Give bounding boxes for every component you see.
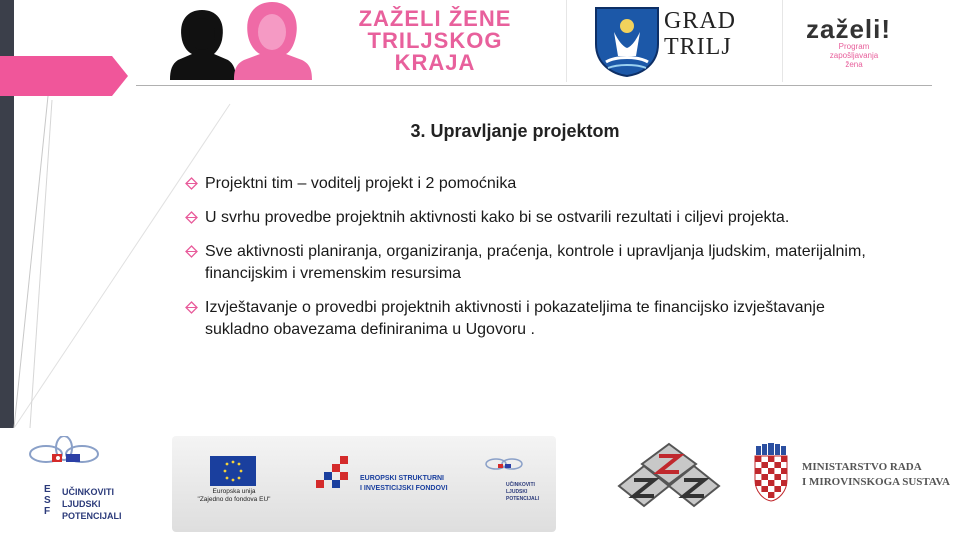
ulj-small-text bbox=[506, 482, 556, 503]
program-logo: zaželi! bbox=[806, 14, 892, 44]
city-name-line-2: TRILJ bbox=[664, 34, 732, 60]
pink-arrow-shape bbox=[0, 56, 128, 96]
campaign-title-line-1: ZAŽELI ŽENE bbox=[358, 6, 512, 31]
diamond-bullet-icon bbox=[185, 177, 198, 190]
hzz-logo-icon bbox=[614, 442, 724, 508]
bullet-text: Izvještavanje o provedbi projektnih aktivnosti i pokazateljima te financijsko izvještavanje sukladno obavezama definiranima u Ugovoru . bbox=[205, 299, 825, 338]
program-caption-line-3: žena bbox=[845, 60, 863, 69]
slide-title: 3. Upravljanje projektom bbox=[410, 121, 620, 141]
eu-text-line: Europska unija bbox=[212, 488, 256, 495]
ulj-small-flower-logo bbox=[484, 452, 524, 482]
program-caption-line-1: Program bbox=[838, 42, 870, 51]
city-name-logo bbox=[664, 8, 754, 60]
women-silhouettes-logo bbox=[168, 0, 328, 82]
esf-letter: S bbox=[44, 495, 51, 506]
campaign-title-logo bbox=[340, 8, 530, 74]
esf-letters bbox=[44, 484, 56, 517]
campaign-title-line-2: TRILJSKOG bbox=[367, 28, 503, 53]
header-separator-2 bbox=[782, 0, 783, 82]
ulj-flower-logo bbox=[24, 436, 104, 482]
diamond-bullet-icon bbox=[185, 211, 198, 224]
ulj-small-text-line: LJUDSKI bbox=[506, 489, 528, 495]
bullet-item bbox=[185, 241, 885, 285]
ulj-text-line: UČINKOVITI bbox=[62, 487, 115, 497]
header-divider bbox=[136, 85, 932, 86]
bullet-item bbox=[185, 173, 885, 195]
city-crest-icon bbox=[594, 6, 660, 78]
city-name-line-1: GRAD bbox=[664, 8, 737, 34]
bullet-text: U svrhu provedbe projektnih aktivnosti kako bi se ostvarili rezultati i ciljevi projekta. bbox=[205, 209, 790, 226]
esi-text-line: I INVESTICIJSKI FONDOVI bbox=[360, 485, 448, 492]
diamond-bullet-icon bbox=[185, 301, 198, 314]
croatian-coat-of-arms-icon bbox=[754, 442, 788, 502]
campaign-title-line-3: KRAJA bbox=[394, 50, 476, 75]
esi-text bbox=[360, 474, 480, 494]
program-caption-line-2: zapošljavanja bbox=[829, 51, 879, 60]
header-separator bbox=[566, 0, 567, 82]
eu-text bbox=[192, 488, 276, 504]
bullet-text: Sve aktivnosti planiranja, organiziranja, praćenja, kontrole i upravljanja ljudskim, materijalnim, financijskim i vremenskim resursima bbox=[205, 243, 866, 282]
ministry-text-line: MINISTARSTVO RADA bbox=[802, 461, 922, 473]
bullet-list bbox=[185, 173, 885, 353]
ulj-text-line: POTENCIJALI bbox=[62, 511, 122, 521]
ulj-text bbox=[62, 486, 142, 522]
eu-text-line: "Zajedno do fondova EU" bbox=[197, 496, 271, 503]
esi-text-line: EUROPSKI STRUKTURNI bbox=[360, 475, 445, 482]
diamond-bullet-icon bbox=[185, 245, 198, 258]
esf-letter: E bbox=[44, 484, 51, 495]
program-caption bbox=[806, 42, 902, 69]
bullet-text: Projektni tim – voditelj projekt i 2 pomoćnika bbox=[205, 175, 517, 192]
ministry-text-line: I MIROVINSKOGA SUSTAVA bbox=[802, 476, 950, 488]
esi-funds-icon bbox=[316, 456, 356, 496]
bullet-item bbox=[185, 207, 885, 229]
ministry-text bbox=[802, 460, 952, 490]
bullet-item bbox=[185, 297, 885, 341]
ulj-small-text-line: POTENCIJALI bbox=[506, 496, 540, 502]
eu-flag-icon bbox=[210, 456, 256, 486]
esf-letter: F bbox=[44, 506, 51, 517]
ulj-text-line: LJUDSKI bbox=[62, 499, 101, 509]
ulj-small-text-line: UČINKOVITI bbox=[506, 482, 535, 488]
